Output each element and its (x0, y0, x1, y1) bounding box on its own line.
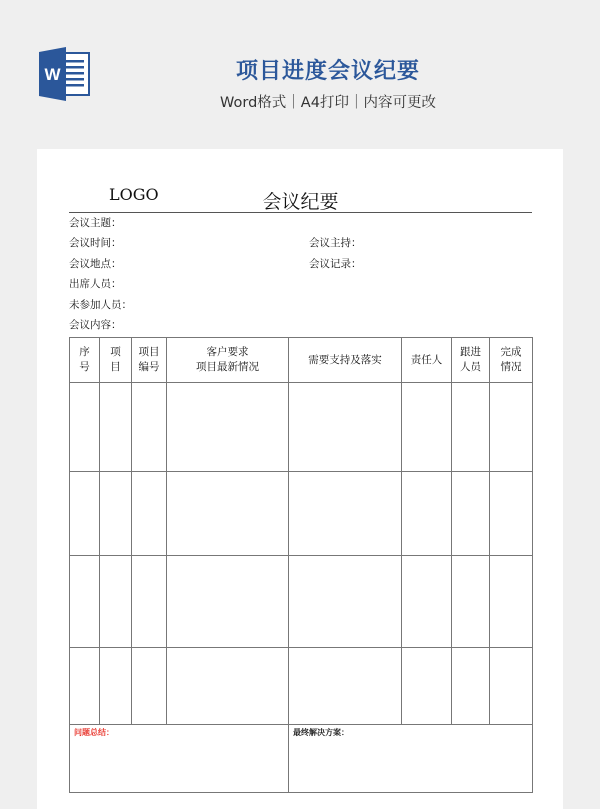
table-cell[interactable] (289, 648, 402, 725)
table-cell[interactable] (490, 383, 533, 472)
table-cell[interactable] (132, 383, 167, 472)
table-header-row (70, 338, 533, 383)
field-absentees: 未参加人员： (69, 299, 132, 311)
document-header (69, 183, 532, 213)
table-cell[interactable] (289, 556, 402, 648)
field-meeting-recorder: 会议记录： (309, 258, 362, 270)
header-cell-index: 序 号 (70, 338, 100, 383)
template-subtitle: Word格式｜A4打印｜内容可更改 (220, 95, 436, 111)
table-cell[interactable] (490, 648, 533, 725)
table-cell[interactable] (452, 383, 490, 472)
header-cell-item-number: 项目 编号 (132, 338, 167, 383)
field-meeting-time: 会议时间： (69, 237, 122, 249)
final-solution-label: 最终解决方案： (293, 728, 349, 737)
field-meeting-location: 会议地点： (69, 258, 122, 270)
field-meeting-host: 会议主持： (309, 237, 362, 249)
table-cell[interactable] (167, 383, 289, 472)
field-attendees: 出席人员： (69, 278, 122, 290)
problem-summary-label: 问题总结： (74, 728, 114, 737)
table-cell[interactable] (167, 472, 289, 556)
header-cell-follow-up: 跟进 人员 (452, 338, 490, 383)
table-cell[interactable] (100, 383, 132, 472)
table-cell[interactable] (452, 556, 490, 648)
table-cell[interactable] (490, 472, 533, 556)
template-title: 项目进度会议纪要 (235, 59, 420, 84)
table-cell[interactable] (289, 472, 402, 556)
table-row (70, 556, 533, 648)
field-meeting-topic: 会议主题： (69, 217, 122, 229)
table-cell[interactable] (70, 383, 100, 472)
table-cell[interactable] (70, 472, 100, 556)
table-cell[interactable] (402, 556, 452, 648)
table-cell[interactable] (100, 556, 132, 648)
table-cell[interactable] (70, 556, 100, 648)
header-cell-client-requirements: 客户要求 项目最新情况 (167, 338, 289, 383)
document-title: 会议纪要 (262, 191, 339, 213)
table-row (70, 383, 533, 472)
table-cell[interactable] (402, 472, 452, 556)
table-cell[interactable] (167, 648, 289, 725)
table-row (70, 648, 533, 725)
header-cell-owner: 责任人 (402, 338, 452, 383)
template-banner (0, 0, 600, 149)
header-cell-support-needed: 需要支持及落实 (289, 338, 402, 383)
svg-text:W: W (44, 65, 61, 84)
header-divider (69, 212, 532, 213)
table-cell[interactable] (100, 472, 132, 556)
header-cell-item: 项 目 (100, 338, 132, 383)
logo-placeholder: LOGO (109, 185, 159, 204)
table-cell[interactable] (167, 556, 289, 648)
table-cell[interactable] (452, 472, 490, 556)
table-cell[interactable] (132, 648, 167, 725)
table-row (70, 472, 533, 556)
table-cell[interactable] (490, 556, 533, 648)
table-cell[interactable] (70, 648, 100, 725)
table-cell[interactable] (132, 472, 167, 556)
progress-table (69, 337, 533, 793)
header-cell-completion: 完成 情况 (490, 338, 533, 383)
table-cell[interactable] (132, 556, 167, 648)
table-cell[interactable] (100, 648, 132, 725)
table-cell[interactable] (452, 648, 490, 725)
table-cell[interactable] (402, 648, 452, 725)
table-cell[interactable] (402, 383, 452, 472)
field-meeting-content: 会议内容： (69, 319, 122, 331)
table-cell[interactable] (289, 383, 402, 472)
